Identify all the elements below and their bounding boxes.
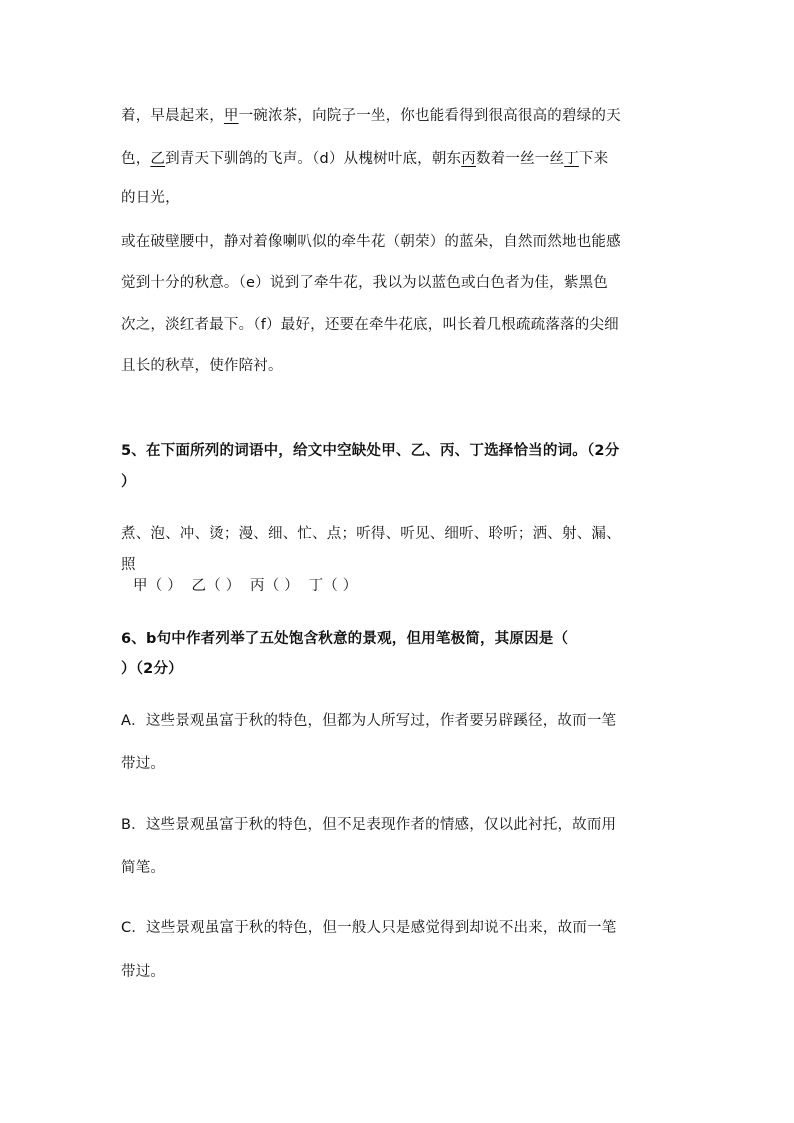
option-c-line-1: C．这些景观虽富于秋的特色，但一般人只是感觉得到却说不出来，故而一笔 (121, 920, 617, 936)
passage-line-7: 且长的秋草，使作陪衬。 (121, 358, 283, 374)
blank-bing: 丙 (461, 151, 476, 167)
question-5-words: 煮、泡、冲、烫；漫、细、忙、点；听得、听见、细听、聆听；洒、射、漏、 (121, 526, 621, 542)
passage-line-6: 次之，淡红者最下。（f）最好，还要在牵牛花底，叫长着几根疏疏落落的尖细 (121, 317, 619, 333)
question-6-title: 6、b句中作者列举了五处饱含秋意的景观，但用笔极简，其原因是（ (121, 631, 569, 647)
option-c-line-2: 带过。 (121, 964, 166, 980)
passage-line-3: 的日光， (121, 190, 180, 206)
blank-yi: 乙 (150, 151, 166, 167)
passage-line-2: 色，乙到青天下驯鸽的飞声。（d）从槐树叶底，朝东丙数着一丝一丝丁下来 (121, 151, 609, 167)
question-5-title: 5、在下面所列的词语中，给文中空缺处甲、乙、丙、丁选择恰当的词。（2分 (121, 443, 620, 459)
passage-line-1: 着，早晨起来，甲一碗浓茶，向院子一坐，你也能看得到很高很高的碧绿的天 (121, 108, 621, 124)
blank-jia: 甲 (223, 108, 239, 124)
option-b-line-2: 简笔。 (121, 860, 166, 876)
question-6-title-cont: ）（2分） (121, 661, 183, 677)
question-5-words-cont: 照 (121, 557, 136, 573)
option-a-line-1: A．这些景观虽富于秋的特色，但都为人所写过，作者要另辟蹊径，故而一笔 (121, 713, 617, 729)
blank-ding: 丁 (564, 151, 579, 167)
passage-line-5: 觉到十分的秋意。（e）说到了牵牛花，我以为以蓝色或白色者为佳，紫黑色 (121, 275, 608, 291)
question-5-title-cont: ） (121, 474, 136, 490)
question-5-blanks: 甲（ ） 乙（ ） 丙（ ） 丁（ ） (133, 578, 358, 594)
passage-line-4: 或在破壁腰中，静对着像喇叭似的牵牛花（朝荣）的蓝朵，自然而然地也能感 (121, 234, 621, 250)
option-b-line-1: B．这些景观虽富于秋的特色，但不足表现作者的情感，仅以此衬托，故而用 (121, 817, 617, 833)
option-a-line-2: 带过。 (121, 756, 166, 772)
